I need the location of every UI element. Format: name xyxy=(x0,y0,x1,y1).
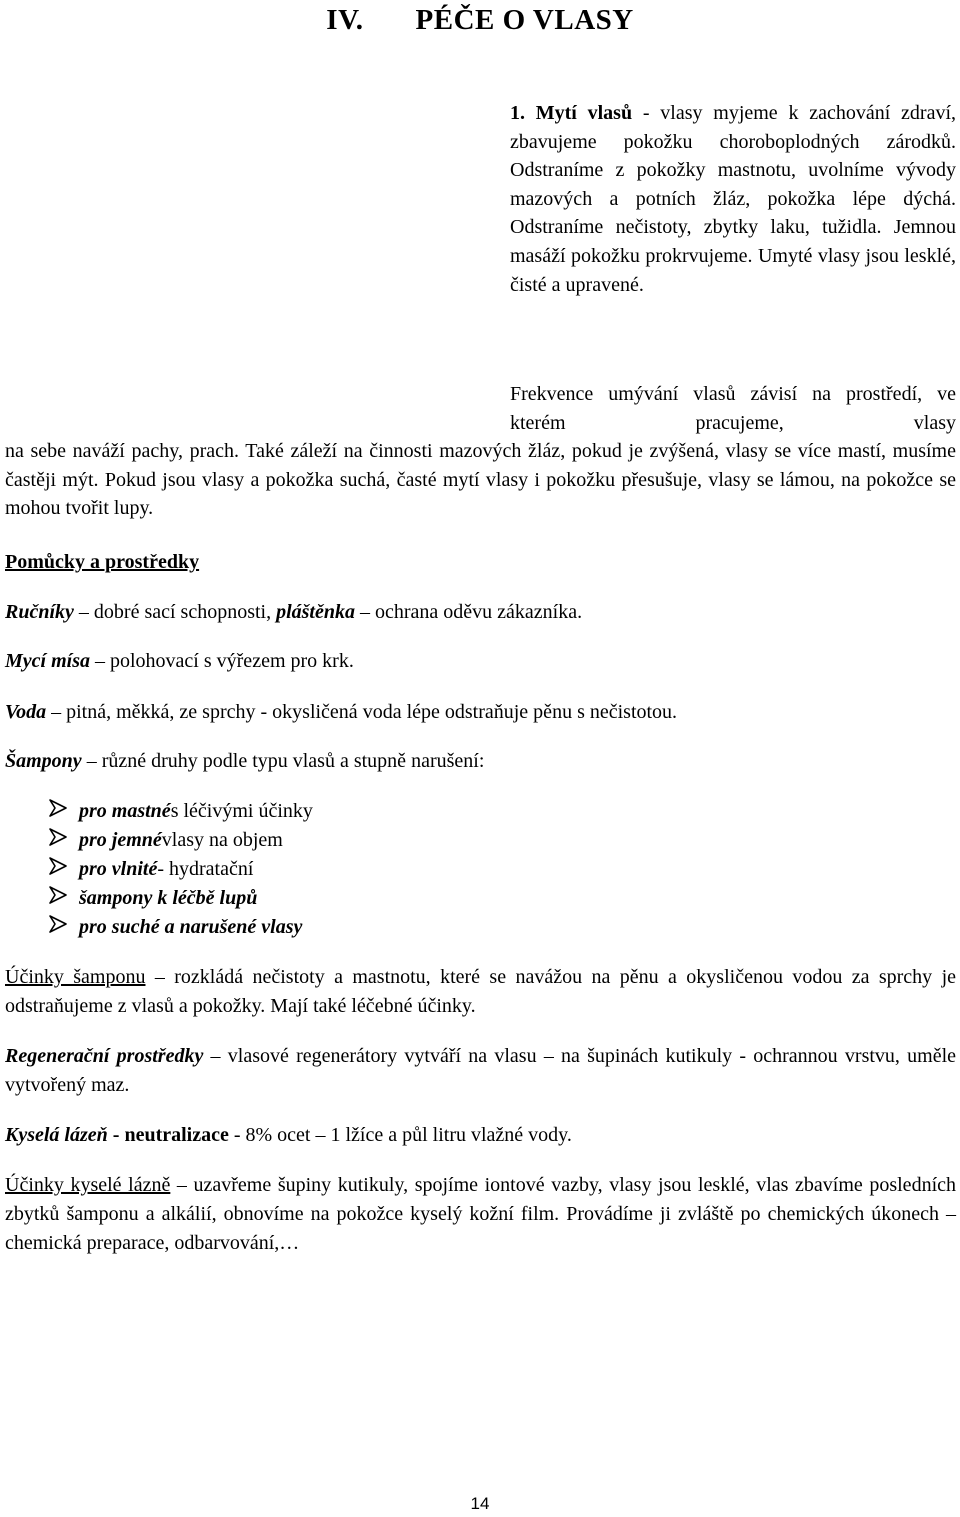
list-item-bold: pro jemné xyxy=(79,829,162,851)
towels-line xyxy=(5,598,956,627)
list-item-text: s léčivými účinky xyxy=(170,800,313,822)
arrowhead-bullet-icon xyxy=(48,884,72,913)
arrowhead-bullet-icon xyxy=(48,797,72,826)
conditioner-term: Regenerační prostředky xyxy=(5,1045,204,1067)
acid-bath-line xyxy=(5,1121,956,1150)
frequency-paragraph xyxy=(5,380,956,523)
list-item xyxy=(48,797,313,826)
intro-lead: 1. Mytí vlasů xyxy=(510,102,633,124)
arrowhead-bullet-icon xyxy=(48,913,72,942)
arrowhead-bullet-icon xyxy=(48,826,72,855)
acid-effects-term: Účinky kyselé lázně xyxy=(5,1174,171,1196)
list-item xyxy=(48,826,313,855)
shampoos-text: různé druhy podle typu vlasů a stupně narušení: xyxy=(101,750,485,772)
acid-effects-paragraph xyxy=(5,1171,956,1258)
shampoo-effects-term: Účinky šamponu xyxy=(5,966,146,988)
neutralization-term: neutralizace xyxy=(124,1124,229,1146)
chapter-number: IV. xyxy=(326,4,364,36)
towels-text: dobré sací schopnosti, xyxy=(93,601,277,623)
water-line xyxy=(5,698,956,727)
list-item-text: vlasy na objem xyxy=(161,829,283,851)
tools-heading: Pomůcky a prostředky xyxy=(5,551,200,573)
frequency-rest: na sebe naváží pachy, prach. Také záleží na činnosti mazových žláz, pokud je zvýšená, vlasy se více mastí, musíme častěji mýt. Pokud jsou vlasy a pokožka suchá, časté mytí vlasy i pokožku přesušuje, vlasy se lámou, na pokožce se mohou tvořit lupy. xyxy=(5,440,956,519)
list-item xyxy=(48,913,313,942)
water-text: pitná, měkká, ze sprchy - okysličená voda lépe odstraňuje pěnu s nečistotou. xyxy=(66,701,678,723)
list-item-bold: pro mastné xyxy=(79,800,171,822)
cape-term: pláštěnka xyxy=(276,601,355,623)
dash: – xyxy=(355,601,375,623)
basin-term: Mycí mísa xyxy=(5,650,90,672)
conditioner-paragraph xyxy=(5,1042,956,1100)
dash: – xyxy=(73,601,94,623)
list-item xyxy=(48,855,313,884)
acid-bath-term: Kyselá lázeň xyxy=(5,1124,108,1146)
arrowhead-bullet-icon xyxy=(48,855,72,884)
intro-text: - vlasy myjeme k zachování zdraví, zbavujeme pokožku choroboplodných zárodků. Odstraníme z pokožky mastnotu, uvolníme vývody mazových a potních žláz, pokožka lépe dýchá. Odstraníme nečistoty, zbytky laku, tužidla. Jemnou masáží pokožku prokrvujeme. Umyté vlasy jsou lesklé, čisté a upravené. xyxy=(510,102,956,296)
list-item-bold: pro suché a narušené vlasy xyxy=(79,916,303,938)
acid-effects-text: – uzavřeme šupiny kutikuly, spojíme iontové vazby, vlasy jsou lesklé, vlas zbavíme posledních zbytků šamponu a alkálií, obnovíme na pokožce kyselý kožní film. Provádíme ji zvláště po chemických úkonech – chemická preparace, odbarvování,… xyxy=(5,1174,956,1254)
acid-bath-text: - 8% ocet – 1 lžíce a půl litru vlažné vody. xyxy=(228,1124,572,1146)
shampoos-line xyxy=(5,747,956,776)
list-item xyxy=(48,884,313,913)
list-item-text: - hydratační xyxy=(157,858,254,880)
shampoo-effects-paragraph xyxy=(5,963,956,1021)
intro-paragraph xyxy=(510,99,956,299)
shampoos-term: Šampony xyxy=(5,750,82,772)
conditioner-text: – vlasové regenerátory vytváří na vlasu – na šupinách kutikuly - ochrannou vrstvu, uměle vytvořený maz. xyxy=(5,1045,957,1096)
list-item-bold: šampony k léčbě lupů xyxy=(79,887,258,909)
cape-text: ochrana oděvu zákazníka. xyxy=(375,601,583,623)
basin-line xyxy=(5,647,956,676)
chapter-title: PÉČE O VLASY xyxy=(415,4,634,36)
separator: - xyxy=(107,1124,125,1146)
basin-text: polohovací s výřezem pro krk. xyxy=(110,650,354,672)
page-number: 14 xyxy=(470,1494,490,1513)
towels-term: Ručníky xyxy=(5,601,74,623)
list-item-bold: pro vlnité xyxy=(79,858,158,880)
chapter-heading xyxy=(0,4,960,37)
water-term: Voda xyxy=(5,701,47,723)
frequency-first-line: Frekvence umývání vlasů závisí na prostředí, ve kterém pracujeme, vlasy xyxy=(510,383,956,434)
shampoo-effects-text: – rozkládá nečistoty a mastnotu, které se navážou na pěnu a okysličenou vodou za sprchy je odstraňujeme z vlasů a pokožky. Mají také léčebné účinky. xyxy=(5,966,957,1017)
dash: – xyxy=(81,750,102,772)
dash: – xyxy=(90,650,110,672)
shampoo-list xyxy=(48,797,313,942)
dash: – xyxy=(46,701,67,723)
